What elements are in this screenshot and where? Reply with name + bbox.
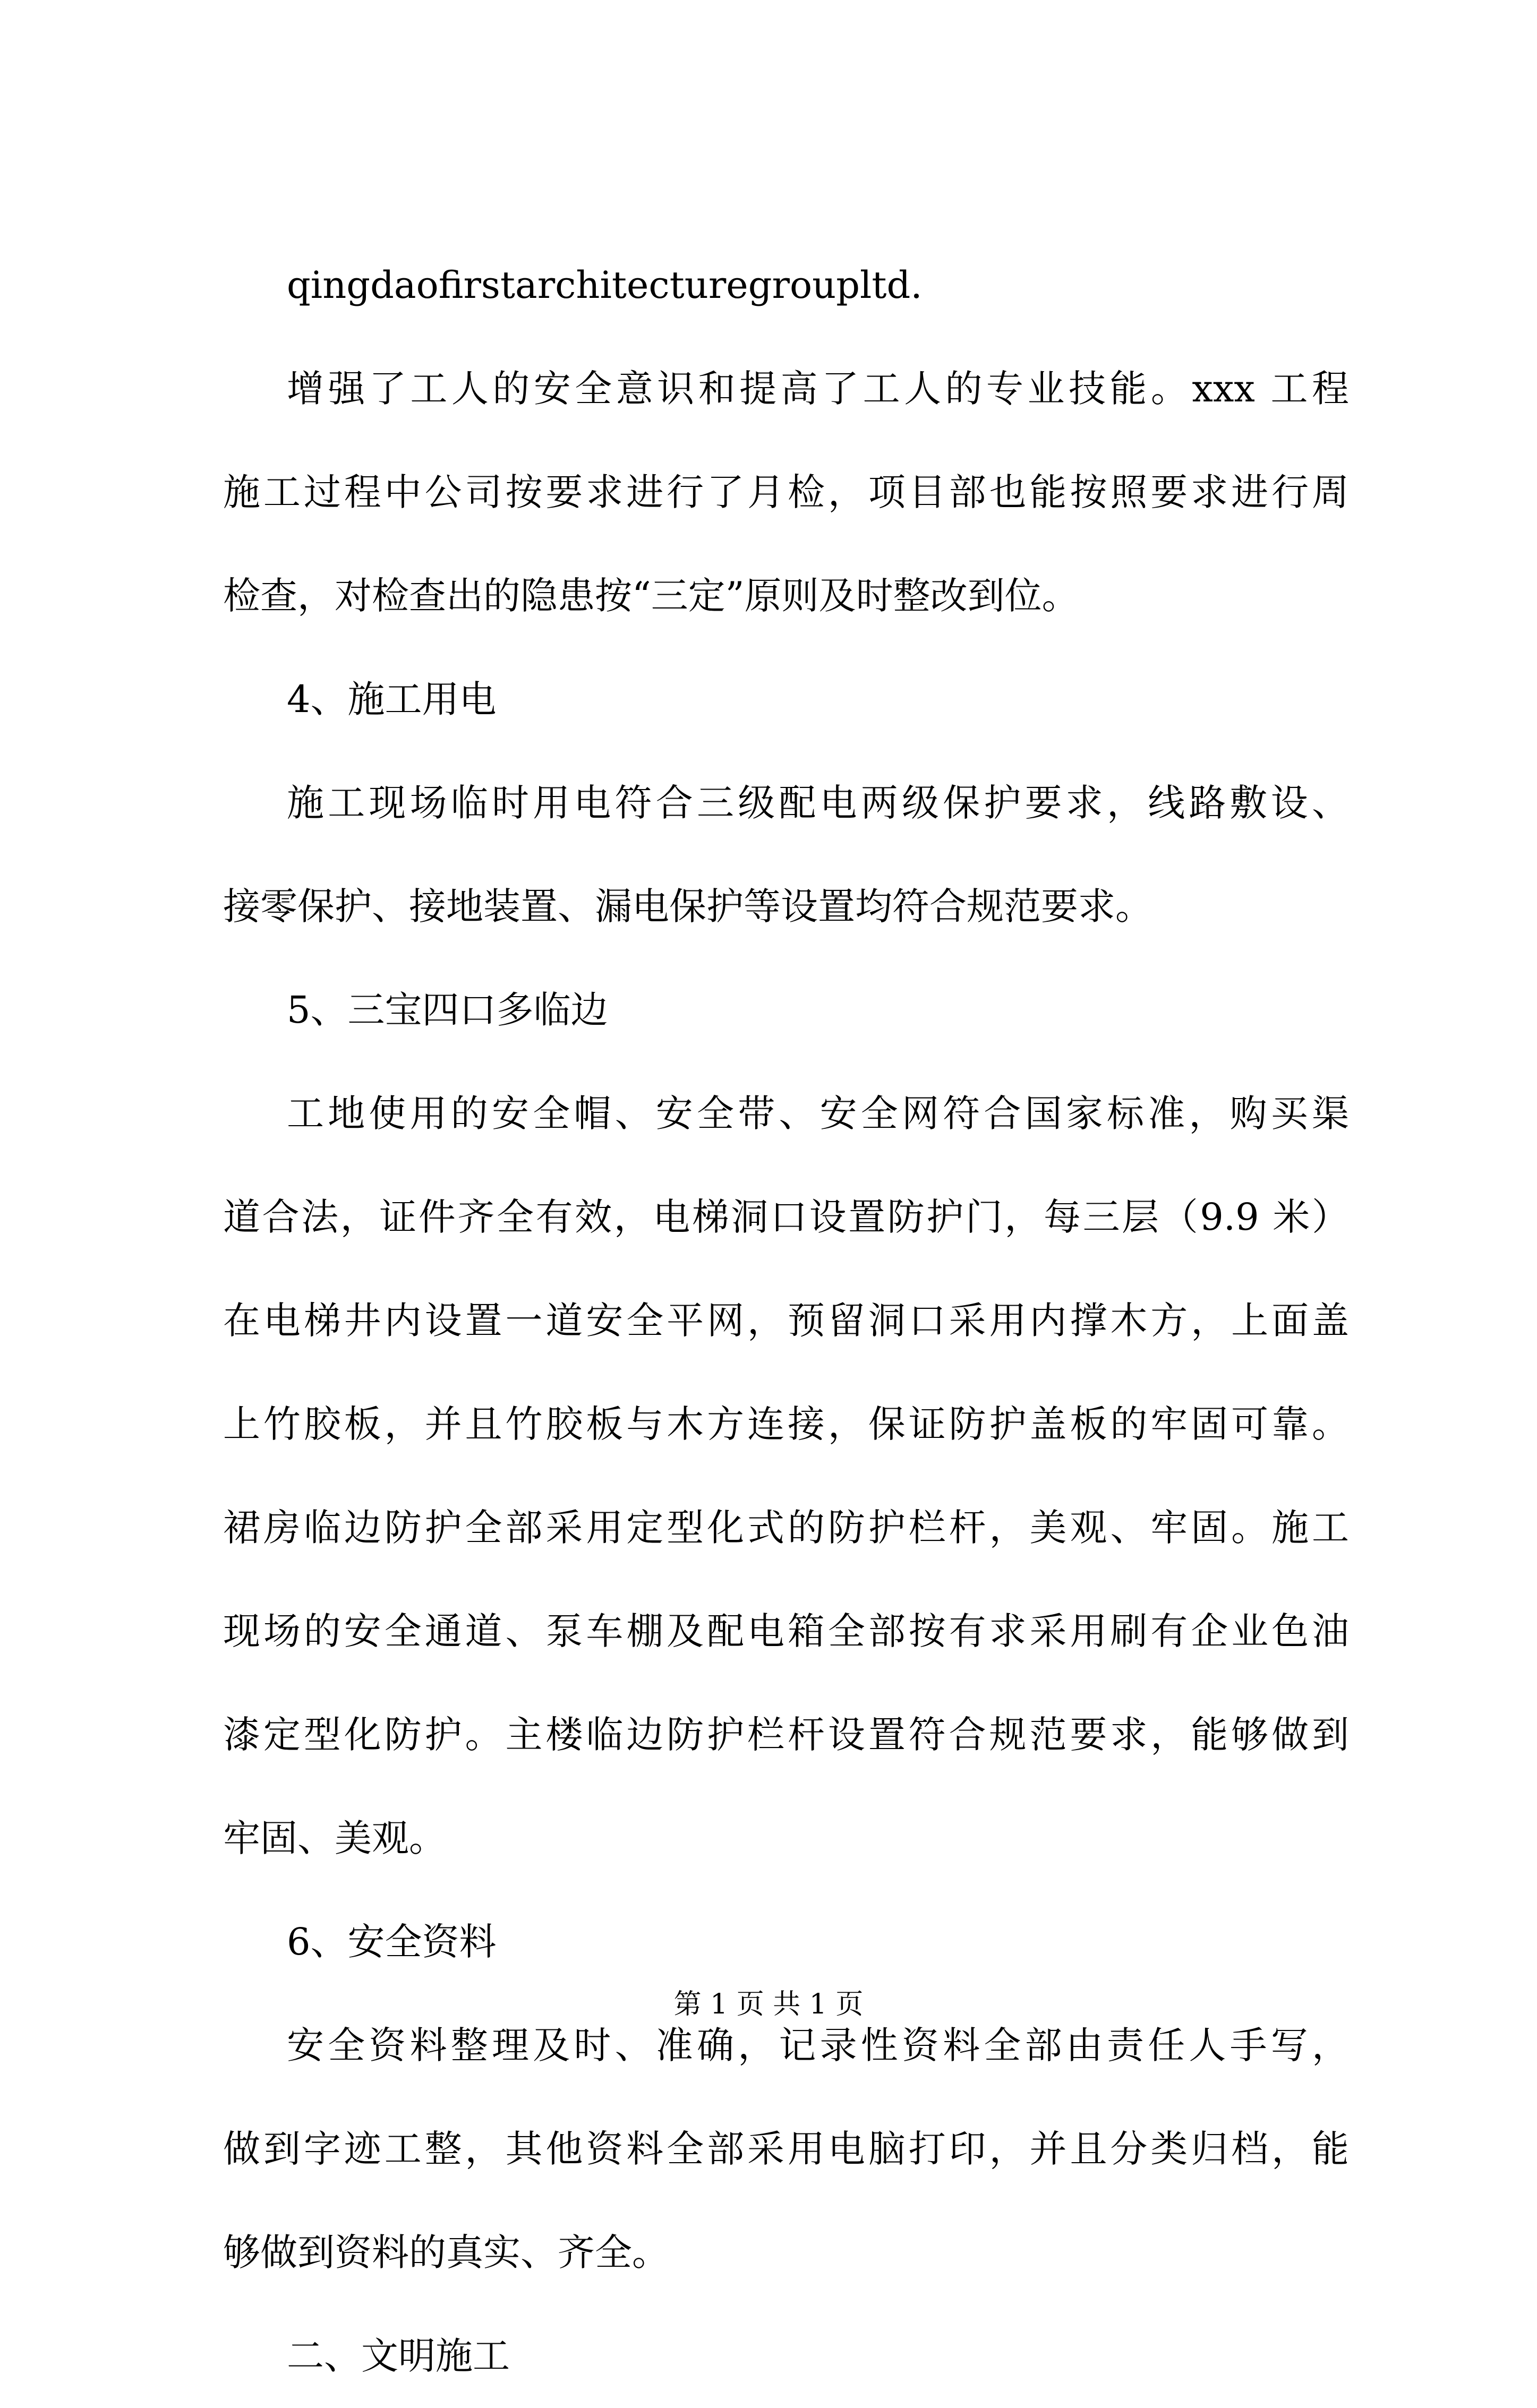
text-line: 检查，对检查出的隐患按“三定”原则及时整改到位。 (223, 574, 1079, 618)
section-heading: 6、安全资料 (287, 1920, 497, 1964)
text-line: 在电梯井内设置一道安全平网，预留洞口采用内撑木方，上面盖 (223, 1299, 1349, 1342)
text-line: 现场的安全通道、泵车棚及配电箱全部按有求采用刷有企业色油 (223, 1609, 1349, 1653)
section-heading: 二、文明施工 (287, 2334, 510, 2378)
text-line: 增强了工人的安全意识和提高了工人的专业技能。xxx 工程 (287, 367, 1349, 410)
text-line: 牢固、美观。 (223, 1816, 446, 1860)
text-line: 施工过程中公司按要求进行了月检，项目部也能按照要求进行周 (223, 470, 1349, 514)
page-number-footer: 第 1 页 共 1 页 (673, 1989, 864, 2020)
text-line: 够做到资料的真实、齐全。 (223, 2231, 669, 2274)
text-line: 裙房临边防护全部采用定型化式的防护栏杆，美观、牢固。施工 (223, 1506, 1349, 1549)
text-line: 漆定型化防护。主楼临边防护栏杆设置符合规范要求，能够做到 (223, 1713, 1349, 1756)
section-heading: 4、施工用电 (287, 678, 497, 721)
document-body (223, 234, 1349, 2408)
text-line: 安全资料整理及时、准确，记录性资料全部由责任人手写， (287, 2024, 1349, 2067)
text-line: 上竹胶板，并且竹胶板与木方连接，保证防护盖板的牢固可靠。 (223, 1402, 1349, 1446)
text-line: 道合法，证件齐全有效，电梯洞口设置防护门，每三层（9.9 米） (223, 1195, 1349, 1239)
text-line: 做到字迹工整，其他资料全部采用电脑打印，并且分类归档，能 (223, 2127, 1349, 2171)
text-line: 施工现场临时用电符合三级配电两级保护要求，线路敷设、 (287, 781, 1349, 825)
text-line: 接零保护、接地装置、漏电保护等设置均符合规范要求。 (223, 885, 1152, 928)
text-line: qingdaofirstarchitecturegroupltd. (287, 263, 923, 307)
text-line: 工地使用的安全帽、安全带、安全网符合国家标准，购买渠 (287, 1092, 1349, 1135)
section-heading: 5、三宝四口多临边 (287, 988, 608, 1032)
